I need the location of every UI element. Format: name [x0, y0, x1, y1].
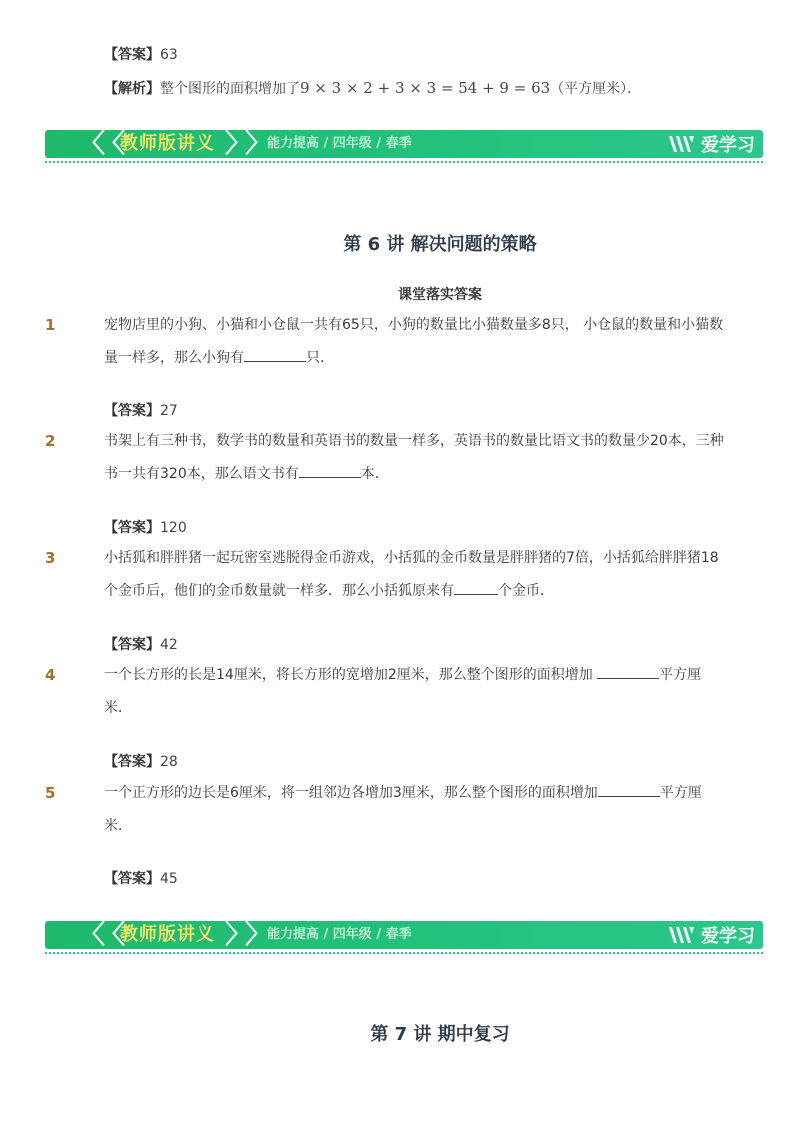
answer-line — [104, 868, 178, 888]
banner-divider — [45, 161, 763, 163]
analysis-line — [104, 78, 641, 98]
teacher-banner — [45, 130, 763, 164]
answer-value: 120 — [160, 520, 187, 536]
question-text-b: 平方厘米． — [104, 667, 702, 716]
lecture-title: 第 6 讲 解决问题的策略 — [343, 234, 537, 255]
question-number: 5 — [45, 784, 56, 802]
answer-value: 27 — [160, 403, 178, 419]
aixuexi-logo — [667, 130, 755, 158]
answer-blank — [597, 662, 659, 679]
question-text — [104, 309, 724, 375]
analysis-unit: （平方厘米）． — [550, 81, 642, 97]
answer-tag: 【答案】 — [104, 47, 160, 63]
double-chevron-right-icon: 〉 〉 — [225, 129, 272, 159]
answer-value: 63 — [160, 47, 178, 63]
analysis-formula: 9 × 3 × 2 + 3 × 3 = 54 + 9 = 63 — [300, 79, 551, 97]
analysis-text: 整个图形的面积增加了 — [160, 81, 300, 97]
banner-subtitle: 能力提高 / 四年级 / 春季 — [267, 136, 412, 151]
question-text-a: 宠物店里的小狗、小猫和小仓鼠一共有65只，小狗的数量比小猫数量多8只， 小仓鼠的数量和小猫数量一样多，那么小狗有 — [104, 317, 724, 366]
analysis-tag: 【解析】 — [104, 81, 160, 97]
question-text-a: 一个长方形的长是14厘米，将长方形的宽增加2厘米，那么整个图形的面积增加 — [104, 667, 598, 683]
question-text — [104, 542, 724, 608]
question-number: 4 — [45, 666, 56, 684]
lecture-title: 第 7 讲 期中复习 — [370, 1024, 510, 1045]
question-text-a: 书架上有三种书，数学书的数量和英语书的数量一样多，英语书的数量比语文书的数量少20本，三种书一共有320本，那么语文书有 — [104, 433, 724, 482]
question-text-b: 平方厘米． — [104, 785, 702, 834]
aixuexi-logo-icon — [667, 133, 695, 155]
question-text-b: 只． — [306, 350, 334, 366]
answer-value: 28 — [160, 754, 178, 770]
answer-line — [104, 517, 187, 537]
answer-line — [104, 634, 178, 654]
answer-tag: 【答案】 — [104, 403, 160, 419]
teacher-banner — [45, 921, 763, 955]
answer-value: 45 — [160, 871, 178, 887]
double-chevron-right-icon: 〉 〉 — [225, 920, 272, 950]
question-text — [104, 425, 724, 491]
question-text — [104, 659, 724, 725]
answer-blank — [454, 578, 498, 595]
answer-blank — [598, 780, 660, 797]
banner-subtitle: 能力提高 / 四年级 / 春季 — [267, 927, 412, 942]
double-chevron-right-icon: 〈 〈 — [79, 129, 126, 159]
question-text-a: 小括狐和胖胖猪一起玩密室逃脱得金币游戏，小括狐的金币数量是胖胖猪的7倍，小括狐给胖胖猪18个金币后，他们的金币数量就一样多．那么小括狐原来有 — [104, 550, 719, 599]
banner-title: 教师版讲义 — [120, 924, 215, 945]
question-text-a: 一个正方形的边长是6厘米，将一组邻边各增加3厘米，那么整个图形的面积增加 — [104, 785, 598, 801]
question-number: 1 — [45, 316, 56, 334]
banner-title: 教师版讲义 — [120, 133, 215, 154]
section-title: 课堂落实答案 — [398, 287, 482, 303]
question-text-b: 本． — [360, 466, 389, 482]
answer-blank — [299, 461, 361, 478]
brand-name: 爱学习 — [701, 926, 755, 947]
answer-line — [104, 400, 178, 420]
answer-tag: 【答案】 — [104, 637, 160, 653]
question-number: 2 — [45, 432, 56, 450]
double-chevron-right-icon: 〈 〈 — [79, 920, 126, 950]
answer-line — [104, 751, 178, 771]
aixuexi-logo-icon — [667, 924, 695, 946]
question-text — [104, 777, 724, 843]
answer-tag: 【答案】 — [104, 520, 160, 536]
question-number: 3 — [45, 549, 56, 567]
answer-tag: 【答案】 — [104, 754, 160, 770]
aixuexi-logo — [667, 921, 755, 949]
answer-line — [104, 44, 178, 64]
banner-divider — [45, 952, 763, 954]
answer-tag: 【答案】 — [104, 871, 160, 887]
question-text-b: 个金币． — [498, 583, 554, 599]
answer-value: 42 — [160, 637, 178, 653]
answer-blank — [244, 345, 306, 362]
brand-name: 爱学习 — [701, 135, 755, 156]
